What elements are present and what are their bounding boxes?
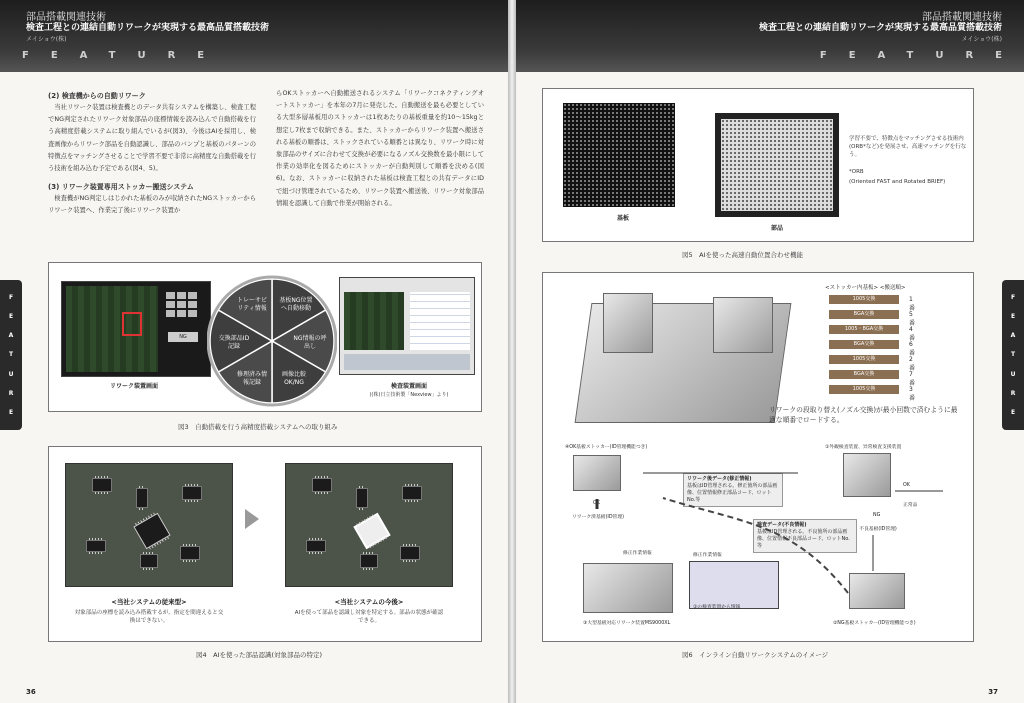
bga-chip [133,513,170,550]
stock-order: 7番 [909,371,916,387]
stock-order: 2番 [909,356,916,372]
inspection-screen-label: 検査装置画面 [390,383,427,390]
side-letter: F [1010,294,1016,302]
ng-target-box [122,312,142,336]
inspect-info-small: ①の検査装置から情報 [693,605,741,610]
feature-banner: FEATURE [22,50,227,61]
pcb-view [66,286,158,372]
part-label: 部品 [770,225,783,232]
figure-4 [48,446,482,642]
page-header [516,0,1024,72]
side-letter: T [1010,351,1016,359]
conventional-board-image [65,463,233,587]
future-board-image [285,463,453,587]
paragraph: らOKストッカーへ自動搬送されるシステム「リワークコネクティングオートストッカー」を本年の7月に発売した。自動搬送を最も必要としている大型多層基板用のストッカーは1枚あたりの基板重量を約10〜15kgと想定し7枚まで収納できる。また、ストッカーからリワーク装置へ搬送される基板の順番は、ストックされている順番とは異なり、リワーク時に対象部品のサイズに合わせて交換が必要になるノズル交換数を最小限にして作業の効率化を図るためにストッカーが自動判別して順番を決める(図6)。なお、ストッカーに収納された基板は検査工程との共有データにIDで紐づけ管理されているため、リワーク装置へ搬送後、リワーク対象部品情報を認識して自動で作業が開始される。 [276,90,484,207]
control-buttons [166,292,197,317]
feature-side-tab [0,280,22,430]
left-page [0,0,508,703]
cycle-step-repair-record: 修理済み情報記録 [236,371,267,386]
side-letter: E [1010,408,1016,416]
cycle-step-part-id: 交換部品ID記録 [218,335,250,350]
header-company: メイショウ(株) [26,36,67,43]
header-category: 部品搭載関連技術 [922,12,1002,23]
stock-row: BGA交換 [829,310,899,319]
header-subtitle: 検査工程との連結自動リワークが実現する最高品質搭載技術 [758,23,1002,33]
cycle-step-image-compare: 画像比較OK/NG [281,371,306,386]
bga-chip-highlighted [353,513,390,550]
inspection-screen-credit: ((株)日立技術製「Nexview」より) [369,392,449,398]
repair-info-label: 修正作業情報 [623,551,652,556]
rework-screen-label: リワーク装置画面 [109,383,158,390]
page-number-right: 37 [988,688,998,696]
inspect-data-body: 基板はID管理される。不良箇所の部品画像、位置情報不良部品コード、ロットNo.等 [757,529,850,549]
reworked-board-label: リワーク済基板(ID管理) [571,515,625,520]
figure-6-caption: 図6 インライン自動リワークシステムのイメージ [682,651,829,659]
orb-footnote-title: *ORB [849,169,864,175]
side-letter: U [8,370,14,378]
chip [400,546,420,560]
chip [360,554,378,568]
section-heading: (3) リワーク装置専用ストッカー搬送システム [48,183,194,192]
ok-arrow-label: OK [593,501,600,506]
inspection-toolbar [344,354,470,370]
side-letter: T [8,351,14,359]
ok-label: OK [903,483,910,488]
stocker-order-summary: リワークの段取り替え(ノズル交換)が最小回数で済むように最適な順番でロードする。 [769,406,958,424]
stock-row: 1005交換 [829,385,899,394]
text-column-1 [48,88,256,218]
page-header [0,0,508,72]
feature-banner: FEATURE [819,50,1024,61]
stock-order: 6番 [909,341,916,357]
ng-button: NG [168,332,198,342]
chip [306,540,326,552]
chip [356,488,368,508]
board-label: 基板 [616,215,629,222]
ok-stocker-label: ④OK基板ストッカー(ID管理機能つき) [565,445,648,450]
text-column-2 [276,88,484,210]
stock-order: 5番 [909,311,916,327]
side-letter: E [8,313,14,321]
feature-side-tab [1002,280,1024,430]
conventional-title: <当社システムの従来型> [111,598,187,606]
arrow-right-icon [245,509,259,529]
header-category: 部品搭載関連技術 [26,12,106,23]
rework-screen-image [61,281,211,377]
figure-5-caption: 図5 AIを使った高速自動位置合わせ機能 [682,251,803,259]
inspect-data-title: 検査データ(不良情報) [757,522,807,528]
rework-data-body: 基板はID管理される。修正箇所の部品画像、位置情報修正部品コード、ロットNo.等 [687,483,778,503]
paragraph: 検査機がNG判定しはじかれた基板のみが収納されたNGストッカーからリワーク装置へ、作業完了後にリワーク装置か [48,195,256,215]
chip [402,486,422,500]
fig5-note: 学習不要で、特徴点をマッチングさせる技術内(ORB*など)を発展させ、高速マッチングを行なう。 [849,136,967,158]
chip [92,478,112,492]
stock-row: BGA交換 [829,370,899,379]
stock-row: BGA交換 [829,340,899,349]
stock-row: 1005・BGA交換 [829,325,899,334]
defect-board-label: 不良基板(ID管理) [859,527,897,532]
stock-order: 1番 [909,296,916,312]
inspection-screen-image [339,277,475,375]
ng-stocker-label: ②NG基板ストッカー(ID管理機能つき) [833,621,916,626]
side-letter: R [8,389,14,397]
stock-row: 1005交換 [829,295,899,304]
flow-arrows [543,273,975,643]
header-company: メイショウ(株) [961,36,1002,43]
good-product-label: 正常品 [903,503,918,508]
chip [136,488,148,508]
orb-footnote-desc: (Oriented FAST and Rotated BRIEF) [849,179,946,185]
inspection-result-list [410,292,470,350]
chip [180,546,200,560]
side-letter: E [1010,313,1016,321]
side-letter: U [1010,370,1016,378]
chip [86,540,106,552]
stock-order: 3番 [909,386,916,402]
page-number-left: 36 [26,688,36,696]
board-bump-image [563,103,675,207]
stock-order: 4番 [909,326,916,342]
inspection-pcb-view [344,292,404,350]
repair-info-label-2: 修正作業情報 [693,553,722,558]
rework-data-title: リワーク後データ(修正情報) [687,476,752,482]
future-title: <当社システムの今後> [334,598,404,606]
figure-3 [48,262,482,412]
cycle-step-traceability: トレーサビリティ情報 [236,297,267,312]
rework-machine-label: ③大型基板対応リワーク装置MS9000XL [583,621,671,626]
part-pattern-image [715,113,839,217]
book-gutter [508,0,516,703]
side-letter: A [8,332,14,340]
side-letter: F [8,294,14,302]
right-page [516,0,1024,703]
paragraph: 当社リワーク装置は検査機とのデータ共有システムを構築し、検査工程でNG判定されたリワーク対象部品の座標情報を読み込んで自動搭載を行う高精度搭載システムに取り組んでいるが(図3)、今後はAIを採用し、検査画像からリワーク部品を自動認識し、部品のバンプと基板のパターンの特徴点をマッチングさせることで学習不要で非常に高精度な自動搭載を行う技術を組み込む予定である(図4、5)。 [48,104,256,173]
ng-label: NG [873,513,881,518]
chip [312,478,332,492]
figure-6 [542,272,974,642]
chip [140,554,158,568]
cycle-step-ng-info: NG情報の呼出し [293,335,327,350]
stock-row: 1005交換 [829,355,899,364]
future-desc: AIを使って部品を認識し対象を特定する。部品の状態が確認できる。 [294,610,444,624]
figure-5 [542,88,974,242]
figure-4-caption: 図4 AIを使った部品認識(対象部品の特定) [196,651,323,659]
stocker-list-title: <ストッカー内基板> <搬送順> [825,285,906,291]
figure-3-caption: 図3 自動搭載を行う高精度搭載システムへの取り組み [178,423,338,431]
chip [182,486,202,500]
side-letter: A [1010,332,1016,340]
cycle-step-auto-move: 基板NG位置へ自動移動 [279,297,313,312]
side-letter: E [8,408,14,416]
side-letter: R [1010,389,1016,397]
inspection-machine-label: ①外観検査装置、异常検査支援装置 [825,445,902,450]
conventional-desc: 対象部品の座標を読み込み搭載するが、指定を間違えると交換はできない。 [74,610,224,624]
section-heading: (2) 検査機からの自動リワーク [48,92,146,100]
header-subtitle: 検査工程との連結自動リワークが実現する最高品質搭載技術 [26,23,270,33]
